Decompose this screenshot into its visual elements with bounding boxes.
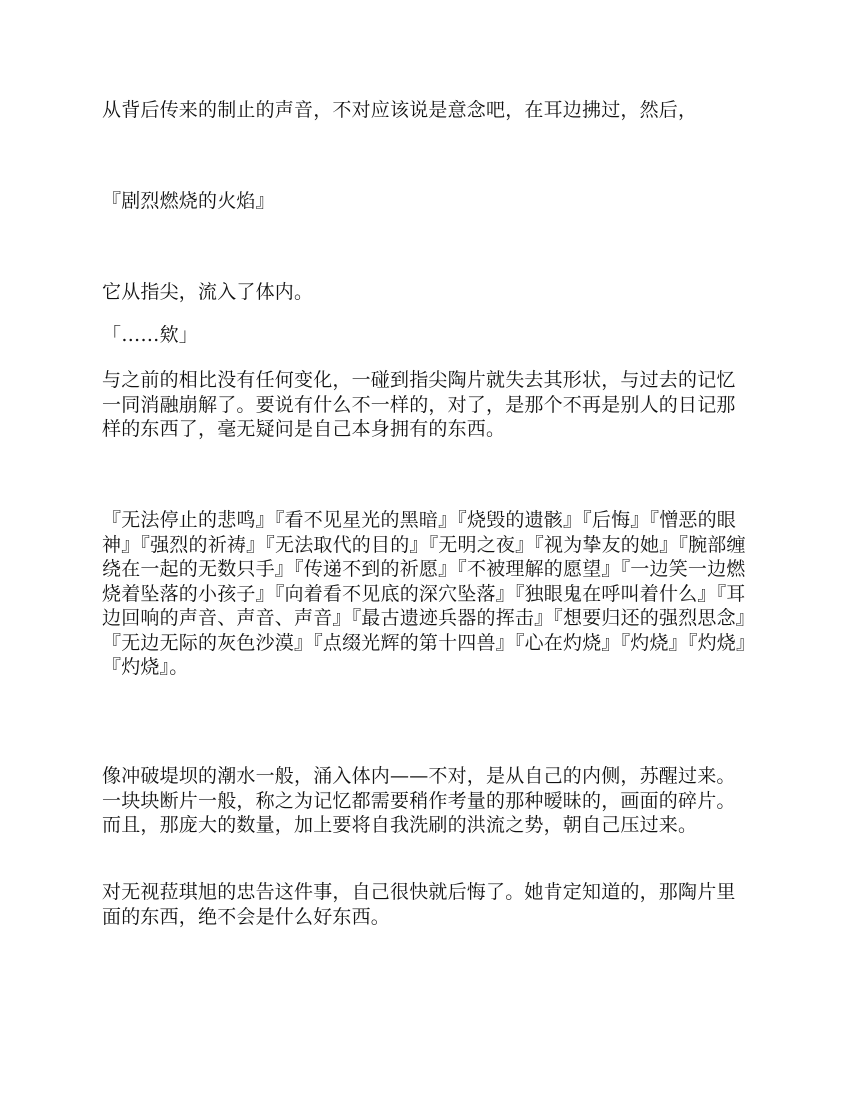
paragraph-4: 「……欸」 [102, 324, 199, 346]
paragraph-1: 从背后传来的制止的声音，不对应该说是意念吧，在耳边拂过，然后， [102, 99, 698, 121]
paragraph-8: 对无视菈琪旭的忠告这件事，自己很快就后悔了。她肯定知道的，那陶片里面的东西，绝不会是什么好东西。 [102, 881, 736, 928]
paragraph-3: 它从指尖，流入了体内。 [102, 281, 314, 303]
paragraph-5: 与之前的相比没有任何变化，一碰到指尖陶片就失去其形状，与过去的记忆一同消融崩解了。要说有什么不一样的，对了，是那个不再是别人的日记那样的东西了，毫无疑问是自己本身拥有的东西。 [102, 369, 736, 440]
paragraph-6: 『无法停止的悲鸣』『看不见星光的黑暗』『烧毁的遗骸』『后悔』『憎恶的眼神』『强烈的祈祷』『无法取代的目的』『无明之夜』『视为挚友的她』『腕部缠绕在一起的无数只手』『传递不到的祈愿』『不被理解的愿望』『一边笑一边燃烧着坠落的小孩子』『向着看不见底的深穴坠落』『独眼鬼在呼叫着什么』『耳边回响的声音、声音、声音』『最古遗迹兵器的挥击』『想要归还的强烈思念』『无边无际的灰色沙漠』『点缀光辉的第十四兽』『心在灼烧』『灼烧』『灼烧』『灼烧』。 [102, 509, 746, 678]
paragraph-2: 『剧烈燃烧的火焰』 [102, 190, 275, 212]
paragraph-7: 像冲破堤坝的潮水一般，涌入体内——不对，是从自己的内侧，苏醒过来。一块块断片一般，称之为记忆都需要稍作考量的那种暧昧的，画面的碎片。而且，那庞大的数量，加上要将自我洗刷的洪流之势，朝自己压过来。 [102, 765, 736, 836]
